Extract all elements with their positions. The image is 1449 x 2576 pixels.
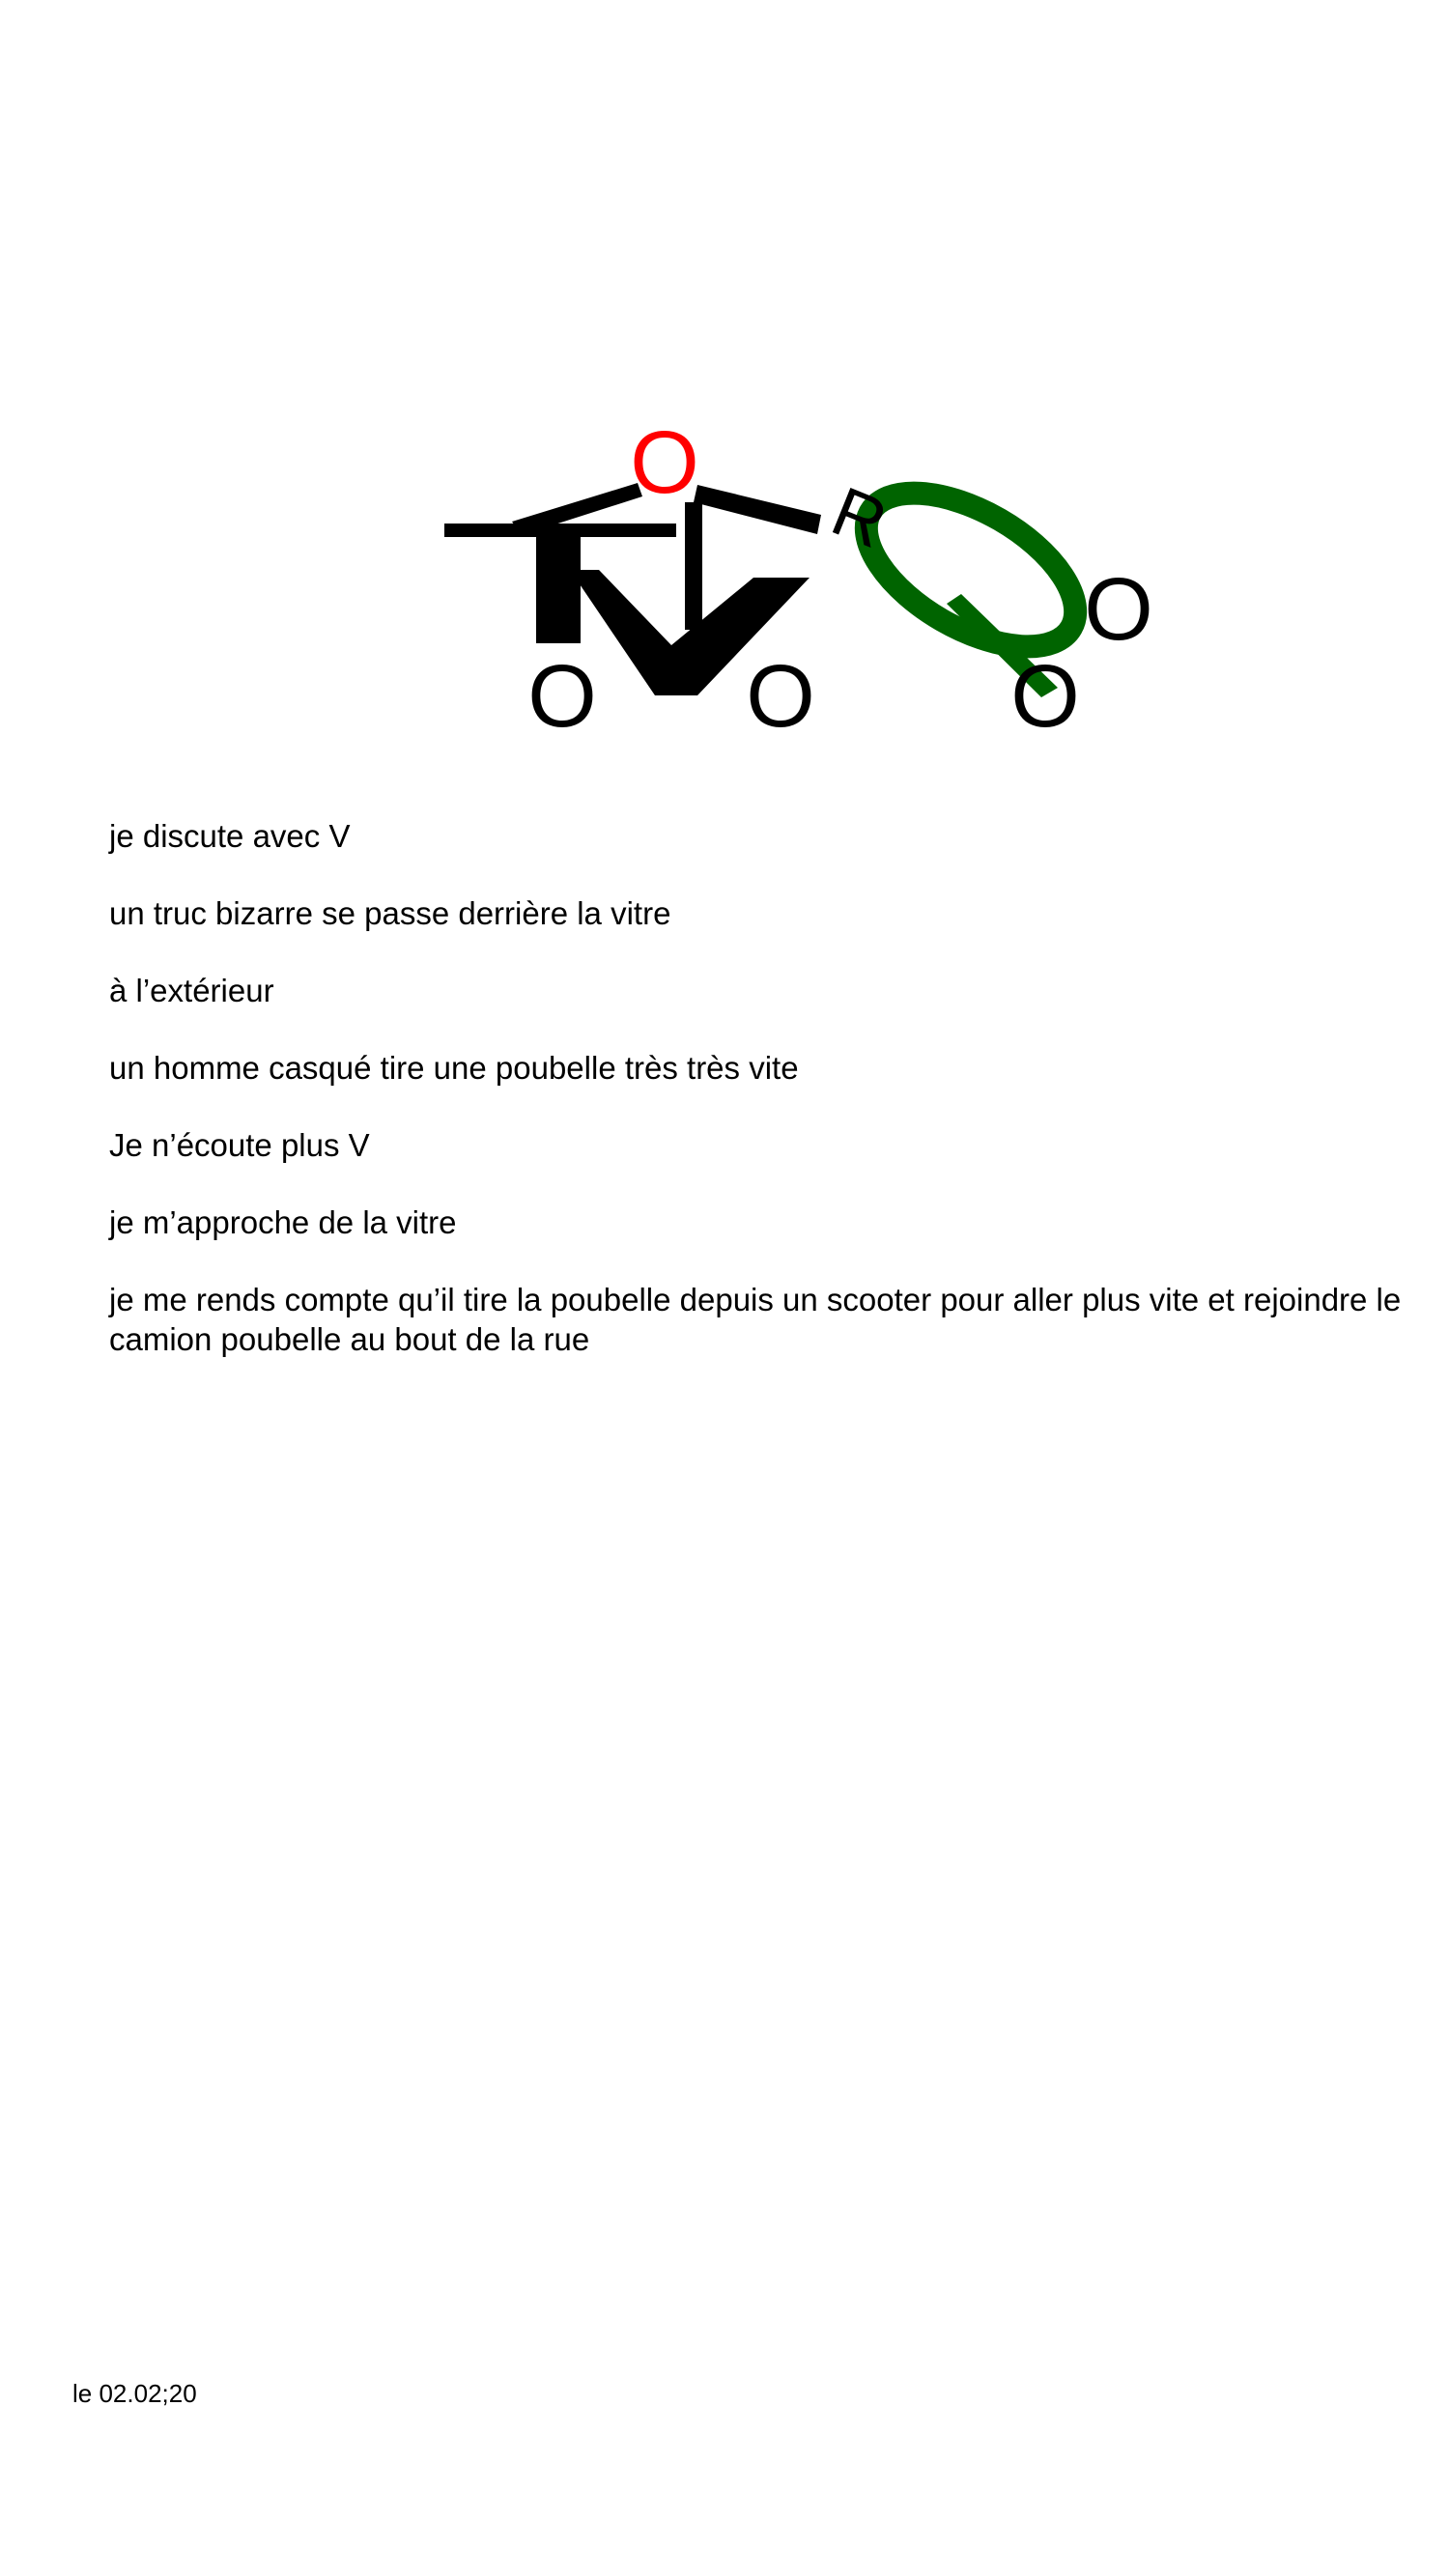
- head-letter: O: [630, 413, 699, 512]
- poem-line: un truc bizarre se passe derrière la vitre: [109, 895, 671, 931]
- poem-line: je me rends compte qu’il tire la poubelle depuis un scooter pour aller plus vite et rejoindre le camion poubelle au bout de la rue: [109, 1282, 1402, 1357]
- poem-line: à l’extérieur: [109, 973, 274, 1008]
- bin-wheel-bottom-letter: O: [1010, 647, 1080, 746]
- front-wheel-letter: O: [527, 647, 597, 746]
- scooter-bin-illustration: [0, 0, 1449, 773]
- rider-torso: [685, 502, 702, 630]
- poem-line: Je n’écoute plus V: [109, 1127, 370, 1163]
- poem-line: un homme casqué tire une poubelle très très vite: [109, 1050, 799, 1086]
- scooter-stem: [536, 533, 581, 643]
- date-label: le 02.02;20: [72, 2379, 197, 2408]
- bin-wheel-right-letter: O: [1084, 560, 1153, 659]
- rider-arm: [694, 485, 821, 534]
- poem-line: je discute avec V: [109, 818, 351, 854]
- poem-line: je m’approche de la vitre: [109, 1204, 457, 1240]
- poem: [109, 816, 1404, 1397]
- handle-letter: R: [821, 472, 897, 564]
- back-wheel-letter: O: [746, 647, 815, 746]
